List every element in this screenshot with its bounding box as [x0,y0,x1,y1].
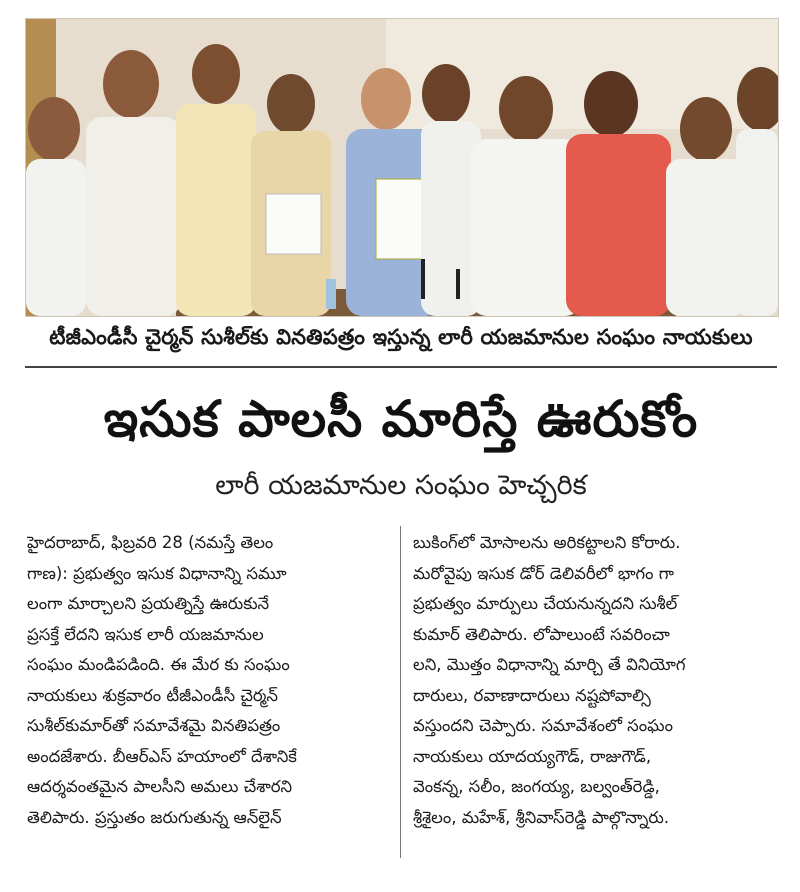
article-column-right [413,528,775,858]
photo-caption: టీజీఎండీసీ చైర్మన్ సుశీల్‌కు వినతిపత్రం ఇస్తున్న లారీ యజమానుల సంఘం నాయకులు [49,325,753,349]
article-line: నాయకులు శుక్రవారం టీజీఎండీసీ చైర్మన్ [27,685,278,705]
article-line: అందజేశారు. బీఆర్‌ఎస్ హయాంలో దేశానికే [27,746,297,766]
article-line: గాణ): ప్రభుత్వం ఇసుక విధానాన్ని సమూ [27,563,287,583]
article-line: ప్రభుత్వం మార్పులు చేయనున్నదని సుశీల్ [413,594,678,613]
press-photo [25,18,779,317]
article-line: వెంకన్న, సలీం, జంగయ్య, బల్వంత్‌రెడ్డి, [413,777,660,796]
article-line: సంఘం మండిపడింది. ఈ మేర కు సంఘం [27,655,290,674]
article-line: తెలిపారు. ప్రస్తుతం జరుగుతున్న ఆన్‌లైన్ [27,807,282,827]
article-line: సుశీల్‌కుమార్‌తో సమావేశమై వినతిపత్రం [27,716,281,735]
separator-rule [25,366,777,368]
article-line: దారులు, రవాణాదారులు నష్టపోవాల్సి [413,685,651,705]
article-line: లంగా మార్చాలని ప్రయత్నిస్తే ఊరుకునే [27,594,270,613]
subheadline: లారీ యజమానుల సంఘం హెచ్చరిక [215,470,587,501]
article-line: మరోవైపు ఇసుక డోర్ డెలివరీలో భాగం గా [413,563,674,583]
article-line: ఆదర్శవంతమైన పాలసీని అమలు చేశారని [27,777,293,796]
article-line: బుకింగ్‌లో మోసాలను అరికట్టాలని కోరారు. [413,533,681,552]
column-divider [400,526,401,858]
article-column-left [27,528,389,858]
article-line: నాయకులు యాదయ్యగౌడ్, రాజుగౌడ్, [413,746,652,766]
article-line: హైదరాబాద్, ఫిబ్రవరి 28 (నమస్తే తెలం [27,533,274,552]
article-line: లని, మొత్తం విధానాన్ని మార్చి తే వినియోగ [413,655,686,674]
article-line: కుమార్ తెలిపారు. లోపాలుంటే సవరించా [413,624,670,644]
group-photo-illustration [26,19,778,316]
headline: ఇసుక పాలసీ మారిస్తే ఊరుకోం [103,389,699,448]
article-line: ప్రసక్తే లేదని ఇసుక లారీ యజమానుల [27,624,264,644]
article-line: శ్రీశైలం, మహేశ్, శ్రీనివాస్‌రెడ్డి పాల్గొన్నారు. [413,807,670,827]
article-line: వస్తుందని చెప్పారు. సమావేశంలో సంఘం [413,716,673,735]
